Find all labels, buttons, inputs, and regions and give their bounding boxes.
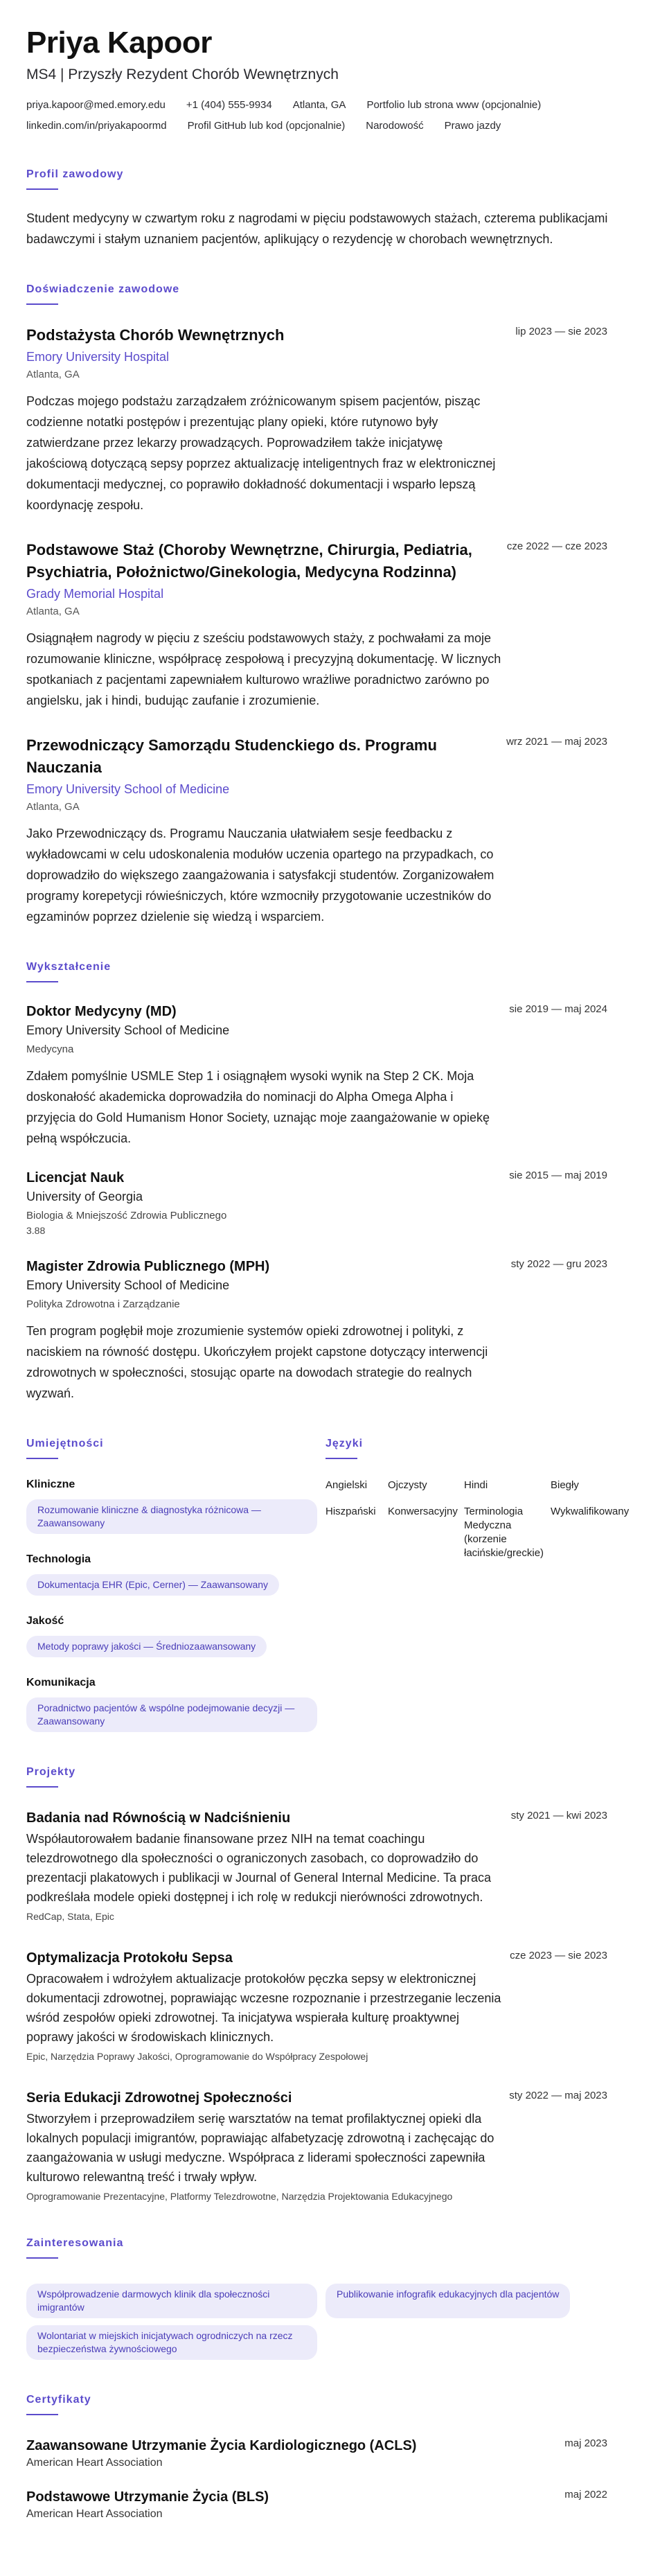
skill-group <box>26 1675 325 1732</box>
skill-chip: Poradnictwo pacjentów & wspólne podejmowanie decyzji — Zaawansowany <box>26 1697 317 1732</box>
experience-entry <box>26 539 634 711</box>
contact-linkedin[interactable]: linkedin.com/in/priyakapoormd <box>26 120 167 132</box>
interests-section <box>26 2237 634 2360</box>
school-name: University of Georgia <box>26 1190 143 1203</box>
degree-title: Licencjat Nauk <box>26 1170 125 1185</box>
gpa-score: 3.88 <box>26 1225 46 1236</box>
section-divider <box>26 2414 58 2415</box>
skill-group-label: Komunikacja <box>26 1677 96 1688</box>
language-name: Hindi <box>464 1479 488 1491</box>
skill-group <box>26 1614 325 1657</box>
project-description: Stworzyłem i przeprowadziłem serię warsztatów na temat profilaktycznej opieki dla lokalnych populacji imigrantów, poprawiając alfabetyzację zdrowotną i zachęcając do zaangażowania w usługi medyczne. Współpraca z liderami społeczności zapewniła kulturowo relewantną treść i trwały wpływ. <box>26 2112 494 2184</box>
project-entry <box>26 1948 634 2063</box>
contact-location: Atlanta, GA <box>292 99 346 111</box>
entry-title: Przewodniczący Samorządu Studenckiego ds. Programu Nauczania <box>26 736 437 776</box>
project-technologies: Epic, Narzędzia Poprawy Jakości, Oprogramowanie do Współpracy Zespołowej <box>26 2051 368 2062</box>
language-row <box>325 1479 634 1492</box>
section-title: Doświadczenie zawodowe <box>26 283 180 295</box>
skill-group <box>26 1477 325 1534</box>
entry-organization: Grady Memorial Hospital <box>26 587 164 601</box>
language-name: Angielski <box>325 1479 368 1491</box>
skill-group-label: Technologia <box>26 1553 91 1565</box>
certifications-section <box>26 2393 634 2522</box>
entry-date: sie 2019 — maj 2024 <box>509 1003 607 1015</box>
entry-title: Podstawowe Staż (Choroby Wewnętrzne, Chirurgia, Pediatria, Psychiatria, Położnictwo/Ginekologia, Medycyna Rodzinna) <box>26 541 472 581</box>
certification-issuer: American Heart Association <box>26 2508 163 2520</box>
entry-date: cze 2023 — sie 2023 <box>510 1950 607 1961</box>
contact-phone[interactable]: +1 (404) 555-9934 <box>186 99 272 111</box>
section-title: Profil zawodowy <box>26 168 124 180</box>
certification-title: Zaawansowane Utrzymanie Życia Kardiologicznego (ACLS) <box>26 2438 417 2453</box>
degree-title: Doktor Medycyny (MD) <box>26 1004 177 1019</box>
section-title: Certyfikaty <box>26 2394 91 2406</box>
school-name: Emory University School of Medicine <box>26 1023 230 1037</box>
language-row <box>325 1505 634 1560</box>
section-divider <box>26 303 58 305</box>
education-entry <box>26 1002 634 1149</box>
interest-chip: Wolontariat w miejskich inicjatywach ogrodniczych na rzecz bezpieczeństwa żywnościowego <box>26 2325 317 2360</box>
entry-date: lip 2023 — sie 2023 <box>515 326 607 337</box>
language-level: Ojczysty <box>388 1479 427 1491</box>
section-divider <box>26 188 58 190</box>
field-of-study: Biologia & Mniejszość Zdrowia Publicznego <box>26 1210 227 1221</box>
entry-location: Atlanta, GA <box>26 606 80 617</box>
skill-group <box>26 1552 325 1596</box>
resume-header <box>26 25 634 133</box>
entry-location: Atlanta, GA <box>26 369 80 380</box>
entry-date: sty 2022 — gru 2023 <box>510 1258 607 1270</box>
language-level: Wykwalifikowany <box>551 1506 630 1517</box>
contact-nationality: Narodowość <box>366 120 424 132</box>
entry-date: maj 2022 <box>564 2489 607 2500</box>
language-name: Hiszpański <box>325 1506 376 1517</box>
certification-entry <box>26 2436 634 2471</box>
summary-section <box>26 168 634 249</box>
entry-organization: Emory University School of Medicine <box>26 782 230 796</box>
degree-title: Magister Zdrowia Publicznego (MPH) <box>26 1259 270 1274</box>
languages-table <box>325 1479 634 1560</box>
project-description: Opracowałem i wdrożyłem aktualizacje protokołów pęczka sepsy w elektronicznej dokumentacji zdrowotnej, poprawiając wczesne rozpoznanie i przestrzeganie leczenia wśród zespołów opieki zdrowotnej. Ta inicjatywa wspierała kulturę proaktywnej poprawy jakości w środowiskach klinicznych. <box>26 1972 501 2044</box>
entry-date: sie 2015 — maj 2019 <box>509 1170 607 1181</box>
section-title: Zainteresowania <box>26 2237 124 2249</box>
section-title: Wykształcenie <box>26 961 112 973</box>
experience-section <box>26 283 634 927</box>
experience-entry <box>26 324 634 515</box>
interest-chip: Publikowanie infografik edukacyjnych dla pacjentów <box>325 2284 570 2318</box>
education-entry <box>26 1257 634 1404</box>
education-entry <box>26 1168 634 1237</box>
interests-list <box>26 2277 636 2360</box>
interest-chip: Współprowadzenie darmowych klinik dla społeczności imigrantów <box>26 2284 317 2318</box>
section-title: Języki <box>325 1438 364 1449</box>
language-level: Konwersacyjny <box>388 1506 458 1517</box>
project-technologies: Oprogramowanie Prezentacyjne, Platformy Telezdrowotne, Narzędzia Projektowania Edukacyjnego <box>26 2191 453 2202</box>
contact-github[interactable]: Profil GitHub lub kod (opcjonalnie) <box>187 120 346 132</box>
entry-date: sty 2022 — maj 2023 <box>509 2090 607 2101</box>
certification-issuer: American Heart Association <box>26 2457 163 2469</box>
entry-description: Podczas mojego podstażu zarządzałem zróżnicowanym spisem pacjentów, pisząc codzienne notatki postępów i prezentując plany opieki, które rutynowo były zatwierdzane przez lekarzy prowadzących. Poprowadziłem także inicjatywę jakościową dotyczącą sepsy poprzez aktualizację inteligentnych fraz w elektronicznej dokumentacji medycznej, co poprawiło dokładność dokumentacji i wsparło lepszą koordynację zespołu. <box>26 394 496 512</box>
project-title: Seria Edukacji Zdrowotnej Społeczności <box>26 2090 292 2106</box>
project-description: Współautorowałem badanie finansowane przez NIH na temat coachingu telezdrowotnego dla społeczności o ograniczonych zasobach, co doprowadziło do prezentacji plakatowych i publikacji w Journal of General Internal Medicine. Ta praca podkreślała modele opieki dostępnej i ich rolę w redukcji nierówności zdrowotnych. <box>26 1832 492 1904</box>
project-entry <box>26 1808 634 1923</box>
skill-group-label: Jakość <box>26 1615 64 1627</box>
languages-section <box>325 1437 634 1732</box>
entry-date: maj 2023 <box>564 2437 607 2449</box>
section-divider <box>26 1786 58 1788</box>
contact-portfolio[interactable]: Portfolio lub strona www (opcjonalnie) <box>366 99 542 111</box>
entry-date: cze 2022 — cze 2023 <box>506 540 607 552</box>
entry-organization: Emory University Hospital <box>26 350 170 364</box>
candidate-subtitle: MS4 | Przyszły Rezydent Chorób Wewnętrznych <box>26 67 339 82</box>
candidate-name: Priya Kapoor <box>26 26 212 60</box>
skills-section <box>26 1437 325 1732</box>
project-title: Badania nad Równością w Nadciśnieniu <box>26 1810 291 1826</box>
skill-chip: Dokumentacja EHR (Epic, Cerner) — Zaawansowany <box>26 1574 279 1596</box>
field-of-study: Medycyna <box>26 1043 74 1055</box>
entry-description: Jako Przewodniczący ds. Programu Nauczania ułatwiałem sesje feedbacku z wykładowcami w celu udoskonalenia modułów uczenia opartego na przypadkach, co doprowadziło do większego zaangażowania i satysfakcji studentów. Zorganizowałem programy korepetycji rówieśniczych, które wzmocniły przygotowanie uczestników do egzaminów poprzez dzielenie się wiedzą i wsparciem. <box>26 827 494 924</box>
skill-chip: Rozumowanie kliniczne & diagnostyka różnicowa — Zaawansowany <box>26 1499 317 1534</box>
entry-date: wrz 2021 — maj 2023 <box>506 736 607 748</box>
project-entry <box>26 2088 634 2203</box>
entry-title: Podstażysta Chorób Wewnętrznych <box>26 326 285 344</box>
language-level: Biegły <box>551 1479 579 1491</box>
section-divider <box>26 2257 58 2259</box>
summary-text: Student medycyny w czwartym roku z nagrodami w pięciu podstawowych stażach, czterema publikacjami badawczymi i stałym uznaniem pacjentów, aplikujący o rezydencję w chorobach wewnętrznych. <box>26 211 608 246</box>
entry-location: Atlanta, GA <box>26 801 80 813</box>
contact-list <box>26 98 650 133</box>
entry-date: sty 2021 — kwi 2023 <box>510 1810 607 1821</box>
section-divider <box>325 1458 357 1459</box>
skill-group-label: Kliniczne <box>26 1479 75 1490</box>
contact-email[interactable]: priya.kapoor@med.emory.edu <box>26 99 166 111</box>
certification-entry <box>26 2487 634 2522</box>
entry-description: Osiągnąłem nagrody w pięciu z sześciu podstawowych staży, z pochwałami za moje rozumowanie kliniczne, współpracę zespołową i precyzyjną dokumentację. W licznych spotkaniach z pacjentami zapewniałem kulturowo wrażliwe poradnictwo zarówno po angielsku, jak i hindi, budując zaufanie i zrozumienie. <box>26 631 501 707</box>
education-description: Ten program pogłębił moje zrozumienie systemów opieki zdrowotnej i polityki, z naciskiem na równość dostępu. Ukończyłem projekt capstone dotyczący interwencji zdrowotnych w społeczności, stosując oparte na dowodach strategie do realnych wyzwań. <box>26 1324 488 1400</box>
projects-section <box>26 1765 634 2203</box>
project-title: Optymalizacja Protokołu Sepsa <box>26 1950 233 1966</box>
skills-languages-row <box>26 1437 634 1732</box>
education-description: Zdałem pomyślnie USMLE Step 1 i osiągnąłem wysoki wynik na Step 2 CK. Moja doskonałość akademicka doprowadziła do nominacji do Alpha Omega Alpha i przyjęcia do Gold Humanism Honor Society, uznając moje zaangażowanie w opiekę pełną współczucia. <box>26 1069 490 1145</box>
skill-chip: Metody poprawy jakości — Średniozaawansowany <box>26 1636 267 1657</box>
project-technologies: RedCap, Stata, Epic <box>26 1911 114 1922</box>
section-title: Umiejętności <box>26 1438 104 1449</box>
field-of-study: Polityka Zdrowotna i Zarządzanie <box>26 1298 180 1310</box>
section-title: Projekty <box>26 1766 76 1778</box>
section-divider <box>26 981 58 982</box>
experience-entry <box>26 734 634 927</box>
contact-driving-license: Prawo jazdy <box>444 120 501 132</box>
section-divider <box>26 1458 58 1459</box>
school-name: Emory University School of Medicine <box>26 1278 230 1292</box>
education-section <box>26 960 634 1404</box>
certification-title: Podstawowe Utrzymanie Życia (BLS) <box>26 2489 269 2505</box>
language-name: Terminologia Medyczna (korzenie łacińskie/greckie) <box>464 1506 544 1559</box>
